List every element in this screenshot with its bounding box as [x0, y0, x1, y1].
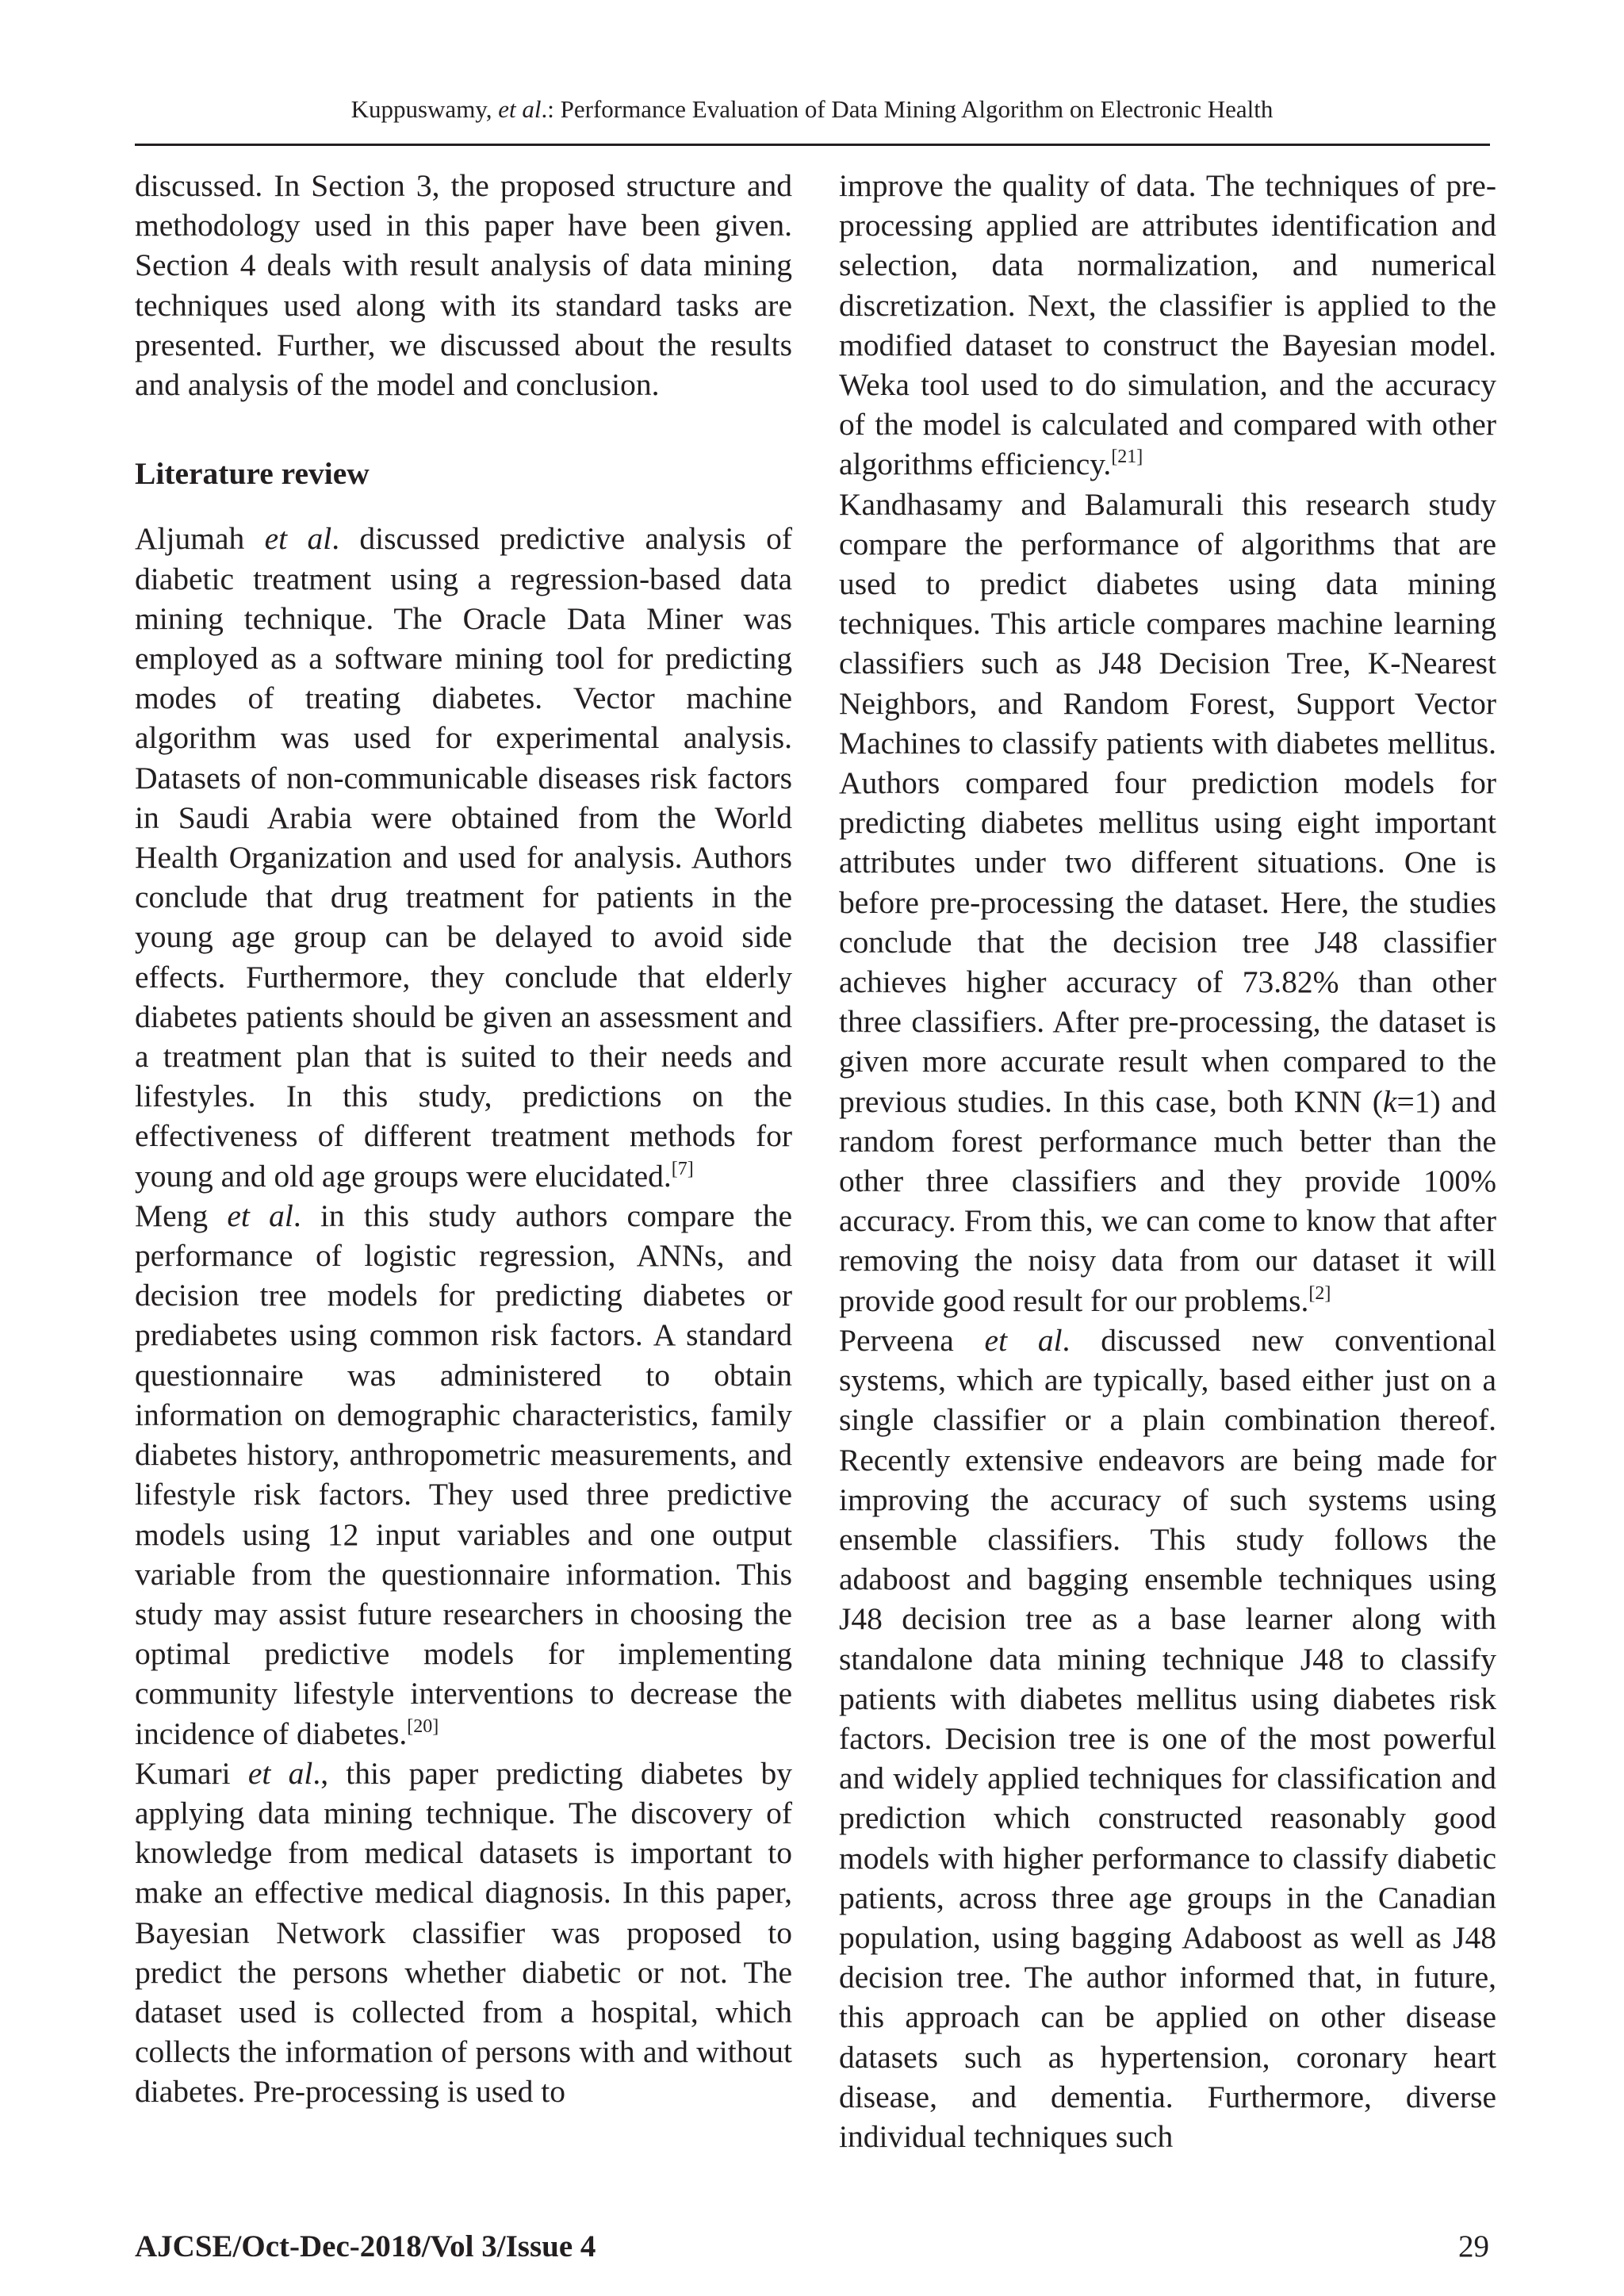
citation-ref: [21]: [1111, 447, 1143, 468]
et-al: et al: [264, 521, 332, 557]
citation-ref: [20]: [407, 1715, 439, 1737]
author-name: Aljumah: [135, 521, 265, 557]
left-column: [135, 166, 792, 2112]
author-name: Meng: [135, 1198, 228, 1233]
header-authors: Kuppuswamy,: [350, 95, 499, 123]
paragraph-text: . in this study authors compare the performance of logistic regression, ANNs, and decision tree models for predicting diabetes or prediabetes using common risk factors. A standard questionnaire was administered to obtain information on demographic characteristics, family diabetes history, anthropometric measurements, and lifestyle risk factors. They used three predictive models using 12 input variables and one output variable from the questionnaire information. This study may assist future researchers in choosing the optimal predictive models for implementing community lifestyle interventions to decrease the incidence of diabetes.: [135, 1198, 793, 1751]
paragraph-text: ., this paper predicting diabetes by applying data mining technique. The discovery of knowledge from medical datasets is important to make an effective medical diagnosis. In this paper, Bayesian Network classifier was proposed to predict the persons whether diabetic or not. The dataset used is collected from a hospital, which collects the information of persons with and without diabetes. Pre-processing is used to: [135, 1755, 792, 2110]
paragraph-meng: [135, 1196, 792, 1754]
footer-journal: AJCSE/Oct-Dec-2018/Vol 3/Issue 4: [135, 2229, 596, 2263]
et-al: et al: [984, 1322, 1063, 1358]
paragraph-continued: [839, 166, 1496, 485]
citation-ref: [2]: [1308, 1282, 1331, 1304]
paragraph-perveena: [839, 1320, 1496, 2156]
page-number: 29: [1458, 2229, 1489, 2263]
header-title: .: Performance Evaluation of Data Mining Algorithm on Electronic Health: [541, 95, 1274, 123]
k-variable: k: [1382, 1083, 1397, 1119]
paragraph-aljumah: [135, 519, 792, 1195]
paragraph-kumari: [135, 1754, 792, 2112]
intro-paragraph: discussed. In Section 3, the proposed structure and methodology used in this paper have been given. Section 4 deals with result analysis of data mining techniques used along with its standard tasks are presented. Further, we discussed about the results and analysis of the model and conclusion.: [135, 168, 792, 403]
citation-ref: [7]: [671, 1158, 694, 1179]
paragraph-text: improve the quality of data. The techniques of pre-processing applied are attributes identification and selection, data normalization, and numerical discretization. Next, the classifier is applied to the modified dataset to construct the Bayesian model. Weka tool used to do simulation, and the accuracy of the model is calculated and compared with other algorithms efficiency.: [839, 168, 1496, 482]
et-al: et al: [247, 1755, 313, 1791]
paragraph-kandhasamy: [839, 485, 1496, 1320]
header-rule: [135, 144, 1490, 146]
paragraph-text: . discussed predictive analysis of diabetic treatment using a regression-based data mining technique. The Oracle Data Miner was employed as a software mining tool for predicting modes of treating diabetes. Vector machine algorithm was used for experimental analysis. Datasets of non-communicable diseases risk factors in Saudi Arabia were obtained from the World Health Organization and used for analysis. Authors conclude that drug treatment for patients in the young age group can be delayed to avoid side effects. Furthermore, they conclude that elderly diabetes patients should be given an assessment and a treatment plan that is suited to their needs and lifestyles. In this study, predictions on the effectiveness of different treatment methods for young and old age groups were elucidated.: [135, 521, 792, 1194]
et-al: et al: [227, 1198, 293, 1233]
author-name: Perveena: [839, 1322, 985, 1358]
right-column: [839, 166, 1496, 2156]
running-header: [135, 94, 1489, 125]
paragraph-text: . discussed new conventional systems, which are typically, based either just on a single classifier or a plain combination thereof. Recently extensive endeavors are being made for improving the accuracy of such systems using ensemble classifiers. This study follows the adaboost and bagging ensemble techniques using J48 decision tree as a base learner along with standalone data mining technique J48 to classify patients with diabetes mellitus using diabetes risk factors. Decision tree is one of the most powerful and widely applied techniques for classification and prediction which constructed reasonably good models with higher performance to classify diabetic patients, across three age groups in the Canadian population, using bagging Adaboost as well as J48 decision tree. The author informed that, in future, this approach can be applied on other disease datasets such as hypertension, coronary heart disease, and dementia. Furthermore, diverse individual techniques such: [839, 1322, 1496, 2154]
section-heading: Literature review: [135, 456, 370, 492]
paragraph-text: =1) and random forest performance much better than the other three classifiers and they provide 100% accuracy. From this, we can come to know that after removing the noisy data from our dataset it will provide good result for our problems.: [839, 1083, 1497, 1318]
header-etal: et al: [498, 95, 542, 123]
author-name: Kumari: [135, 1755, 248, 1791]
paragraph-text: Kandhasamy and Balamurali this research study compare the performance of algorithms that are used to predict diabetes using data mining techniques. This article compares machine learning classifiers such as J48 Decision Tree, K-Nearest Neighbors, and Random Forest, Support Vector Machines to classify patients with diabetes mellitus. Authors compared four prediction models for predicting diabetes mellitus using eight important attributes under two different situations. One is before pre-processing the dataset. Here, the studies conclude that the decision tree J48 classifier achieves higher accuracy of 73.82% than other three classifiers. After pre-processing, the dataset is given more accurate result when compared to the previous studies. In this case, both KNN (: [839, 486, 1496, 1119]
